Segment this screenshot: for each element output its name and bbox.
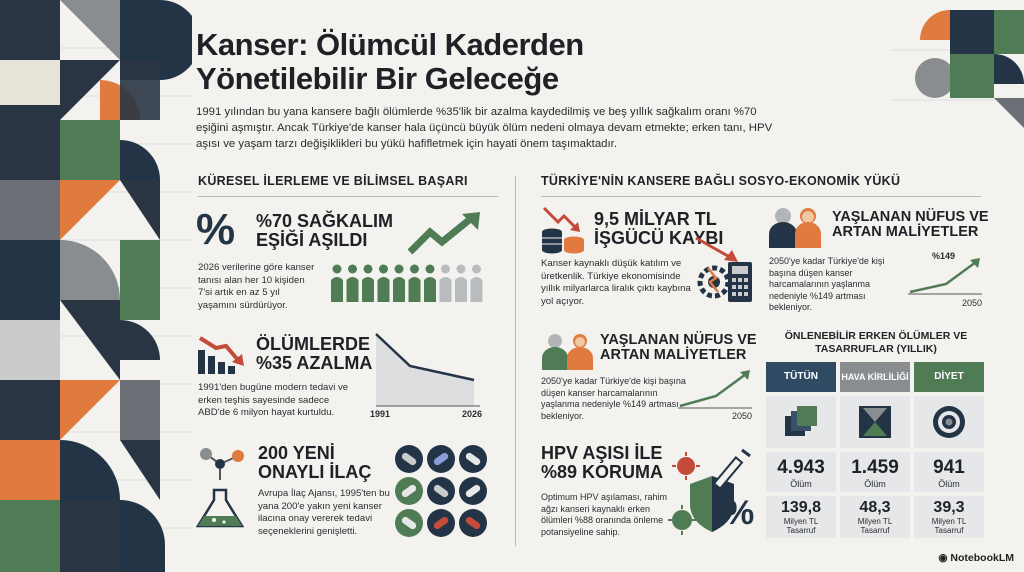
savings-heading: ÖNLENEBİLİR ERKEN ÖLÜMLER VE TASARRUFLAR (YILLIK): [784, 330, 968, 355]
molecule-flask-icon: [194, 442, 254, 534]
chart-axis-end: 2026: [462, 409, 483, 419]
pill-icon: [395, 477, 423, 505]
air-pollution-icon-cell: [840, 396, 910, 448]
layers-icon: [781, 402, 821, 442]
aging-costs-title-top: YAŞLANAN NÜFUS VE ARTAN MALİYETLER: [832, 209, 989, 241]
pill-icon: [427, 477, 455, 505]
left-section-heading: KÜRESEL İLERLEME VE BİLİMSEL BAŞARI: [198, 174, 468, 188]
section-divider: [515, 176, 516, 546]
gear-calculator-icon: [694, 258, 756, 304]
right-section-heading: TÜRKİYE'NİN KANSERE BAĞLI SOSYO-EKONOMİK YÜKÜ: [541, 174, 901, 188]
new-drugs-body: Avrupa İlaç Ajansı, 1995'ten bu yana 200'e yakın yeni kanser ilacına onay vererek tedavi seçeneklerini genişletti.: [258, 488, 390, 537]
diet-savings-cell: 39,3 Milyen TL Tasarruf: [914, 496, 984, 538]
cost-growth-label: %149: [932, 251, 956, 261]
hpv-title: HPV AŞISI İLE %89 KORUMA: [541, 443, 664, 482]
notebooklm-logo: ◉ NotebookLM: [938, 552, 1014, 564]
logo-mark-icon: ◉: [938, 552, 951, 564]
hourglass-icon: [855, 402, 895, 442]
decorative-pattern-left: [0, 0, 192, 572]
pill-icon: [395, 445, 423, 473]
survival-title: %70 SAĞKALIM EŞİĞİ AŞILDI: [256, 211, 394, 250]
intro-paragraph: 1991 yılından bu yana kansere bağlı ölümlerde %35'lik bir azalma kaydedilmiş ve beş yıllık sağkalım oranı %70 eşiğini aşmıştır. Ancak Türkiye'de kanser hala üçüncü büyük ölüm nedeni olmaya devam etmekte; erken tanı, HPV aşısı ve yaşam tarzı değişiklikleri bu yükü hafifletmek için hayati önem taşımaktadır.: [196, 106, 773, 150]
aging-costs-body: 2050'ye kadar Türkiye'de kişi başına düşen kanser harcamalarının yaşlanma nedeniyle %149 artması bekleniyor.: [541, 376, 686, 421]
person-icon: [347, 265, 359, 303]
savings-col-header-air: HAVA KİRLİLİĞİ: [840, 362, 910, 392]
person-icon: [331, 265, 343, 303]
concentric-circles-icon: [929, 402, 969, 442]
person-icon: [440, 265, 452, 303]
elderly-couple-icon: [766, 204, 826, 248]
rising-trend-icon: [408, 210, 484, 256]
pill-icon: [459, 509, 487, 537]
person-icon: [378, 265, 390, 303]
left-heading-rule: [198, 196, 498, 197]
pill-icon: [427, 445, 455, 473]
hpv-percent-icon: %: [724, 494, 755, 532]
labor-loss-title: 9,5 MİLYAR TL İŞGÜCÜ KAYBI: [594, 209, 724, 248]
air-deaths-cell: 1.459 Ölüm: [840, 452, 910, 492]
aging-costs-title: YAŞLANAN NÜFUS VE ARTAN MALİYETLER: [600, 332, 757, 364]
savings-col-header-tobacco: TÜTÜN: [766, 362, 836, 392]
person-icon: [424, 265, 436, 303]
tobacco-savings-cell: 139,8 Milyen TL Tasarruf: [766, 496, 836, 538]
mortality-decline-chart: [370, 328, 490, 408]
person-icon: [393, 265, 405, 303]
coin-stack-icon: [540, 206, 586, 254]
pill-icon: [395, 509, 423, 537]
declining-chart-icon: [196, 332, 246, 376]
chart-axis-start: 1991: [370, 409, 391, 419]
labor-loss-body: Kanser kaynaklı düşük katılım ve üretkenlik. Türkiye ekonomisinde yıllık milyarlarca liralık çıktı kaybına yol açıyor.: [541, 258, 691, 307]
air-savings-cell: 48,3 Milyen TL Tasarruf: [840, 496, 910, 538]
decorative-pattern-top-right: [890, 0, 1024, 150]
cost-growth-chart-top: [906, 254, 984, 296]
deaths-reduction-body: 1991'den bugüne modern tedavi ve erken teşhis sayesinde sadece ABD'de 6 milyon hayat kurtuldu.: [198, 382, 349, 418]
elderly-couple-icon-2: [540, 330, 596, 370]
pill-icon: [459, 477, 487, 505]
cost-growth-axis-end-top: 2050: [962, 298, 983, 308]
cost-growth-chart: [676, 366, 754, 410]
percent-icon: %: [196, 205, 236, 254]
aging-costs-body-top: 2050'ye kadar Türkiye'de kişi başına düşen kanser harcamalarının yaşlanma nedeniyle %149 artması bekleniyor.: [769, 256, 885, 312]
hpv-body: Optimum HPV aşılaması, rahim ağzı kanseri kaynaklı erken ölümleri %88 oranında önleme potansiyeline sahip.: [541, 492, 668, 537]
savings-col-header-diet: DİYET: [914, 362, 984, 392]
page-title: Kanser: Ölümcül Kaderden Yönetilebilir Bir Geleceğe: [196, 27, 584, 96]
person-icon: [455, 265, 467, 303]
diet-icon-cell: [914, 396, 984, 448]
right-heading-rule: [541, 196, 981, 197]
survival-body: 2026 verilerine göre kanser tanısı alan her 10 kişiden 7'si artık en az 5 yıl yaşamını sürdürüyor.: [198, 262, 315, 311]
deaths-reduction-title: ÖLÜMLERDE %35 AZALMA: [256, 334, 373, 373]
pill-icon: [427, 509, 455, 537]
new-drugs-title: 200 YENİ ONAYLI İLAÇ: [258, 443, 372, 482]
people-icon-row: [330, 262, 490, 304]
person-icon: [362, 265, 374, 303]
person-icon: [409, 265, 421, 303]
savings-table: [766, 362, 986, 538]
person-icon: [471, 265, 483, 303]
pill-icon: [459, 445, 487, 473]
pill-grid-icon: [394, 444, 488, 538]
cost-growth-axis-end: 2050: [732, 411, 753, 421]
tobacco-icon-cell: [766, 396, 836, 448]
diet-deaths-cell: 941 Ölüm: [914, 452, 984, 492]
tobacco-deaths-cell: 4.943 Ölüm: [766, 452, 836, 492]
